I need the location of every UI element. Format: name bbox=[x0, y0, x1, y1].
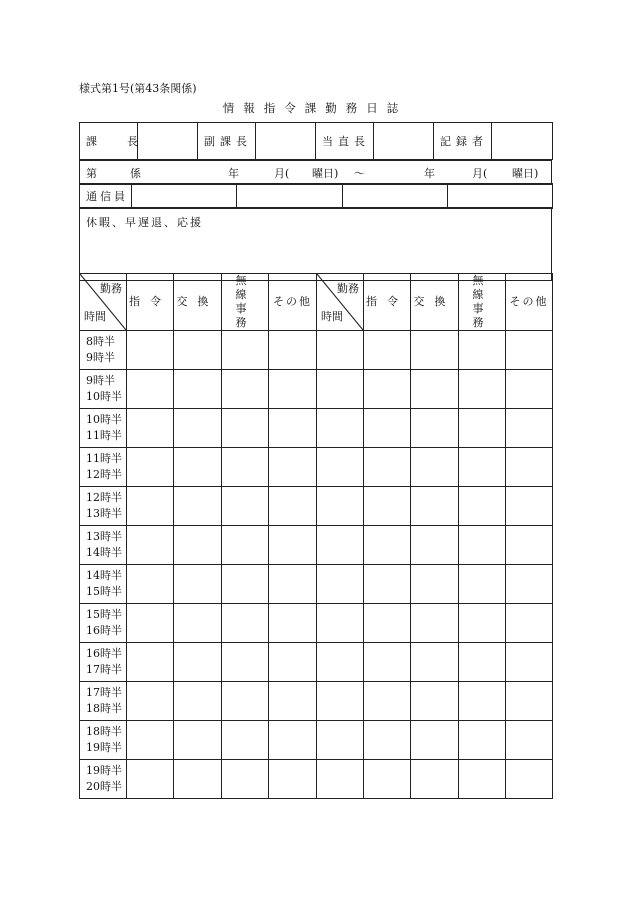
time-slot-end: 10時半 bbox=[86, 390, 122, 403]
log-entry-cell[interactable] bbox=[269, 448, 317, 487]
log-entry-cell[interactable] bbox=[269, 643, 317, 682]
log-entry-cell[interactable] bbox=[317, 526, 364, 565]
log-entry-cell[interactable] bbox=[174, 487, 222, 526]
log-entry-cell[interactable] bbox=[364, 526, 411, 565]
log-entry-cell[interactable] bbox=[364, 448, 411, 487]
log-entry-cell[interactable] bbox=[411, 526, 459, 565]
time-slot-cell bbox=[80, 565, 127, 604]
log-entry-cell[interactable] bbox=[127, 682, 174, 721]
log-entry-cell[interactable] bbox=[127, 487, 174, 526]
dai-label: 第 bbox=[86, 167, 97, 180]
log-entry-cell[interactable] bbox=[222, 448, 269, 487]
time-slot-end: 11時半 bbox=[86, 429, 122, 442]
log-entry-cell[interactable] bbox=[364, 760, 411, 799]
time-slot-start: 11時半 bbox=[86, 452, 122, 465]
column-header-left-2 bbox=[222, 274, 269, 331]
weekday-label-2: 曜日) bbox=[512, 167, 539, 180]
log-entry-cell[interactable] bbox=[411, 643, 459, 682]
column-header-label: 指令 bbox=[129, 295, 171, 308]
month-label-1: 月( bbox=[274, 167, 290, 180]
duty-header-label: 勤務 bbox=[100, 282, 122, 295]
leave-notes-field[interactable] bbox=[80, 208, 552, 281]
log-entry-cell[interactable] bbox=[506, 682, 553, 721]
time-slot-end: 19時半 bbox=[86, 741, 122, 754]
range-tilde: ～ bbox=[354, 167, 365, 180]
log-entry-cell[interactable] bbox=[459, 409, 506, 448]
log-row bbox=[80, 643, 553, 682]
log-entry-cell[interactable] bbox=[459, 331, 506, 370]
column-header-right-1 bbox=[411, 274, 459, 331]
duty-time-header-right bbox=[317, 274, 364, 331]
log-entry-cell[interactable] bbox=[127, 526, 174, 565]
log-entry-cell[interactable] bbox=[506, 643, 553, 682]
log-entry-cell[interactable] bbox=[269, 604, 317, 643]
log-entry-cell[interactable] bbox=[269, 565, 317, 604]
time-header-label: 時間 bbox=[84, 310, 106, 323]
operator-table bbox=[79, 183, 553, 209]
log-entry-cell[interactable] bbox=[127, 370, 174, 409]
log-entry-cell[interactable] bbox=[317, 370, 364, 409]
log-entry-cell[interactable] bbox=[459, 487, 506, 526]
log-entry-cell[interactable] bbox=[269, 682, 317, 721]
time-slot-cell bbox=[80, 682, 127, 721]
log-entry-cell[interactable] bbox=[459, 526, 506, 565]
log-entry-cell[interactable] bbox=[174, 643, 222, 682]
log-entry-cell[interactable] bbox=[411, 370, 459, 409]
time-slot-end: 18時半 bbox=[86, 702, 122, 715]
time-slot-start: 18時半 bbox=[86, 725, 122, 738]
column-header-label: 無線事務 bbox=[235, 274, 255, 329]
log-row bbox=[80, 526, 553, 565]
log-entry-cell[interactable] bbox=[317, 448, 364, 487]
log-entry-cell[interactable] bbox=[411, 448, 459, 487]
log-row bbox=[80, 721, 553, 760]
log-entry-cell[interactable] bbox=[222, 331, 269, 370]
log-entry-cell[interactable] bbox=[222, 409, 269, 448]
log-row bbox=[80, 409, 553, 448]
log-entry-cell[interactable] bbox=[506, 526, 553, 565]
time-slot-end: 9時半 bbox=[86, 351, 115, 364]
duty-chief-stamp[interactable] bbox=[374, 123, 434, 160]
time-slot-start: 9時半 bbox=[86, 374, 115, 387]
deputy-chief-label: 副課長 bbox=[198, 123, 256, 160]
column-header-label: 無線事務 bbox=[472, 274, 492, 329]
operator-field-4[interactable] bbox=[448, 184, 553, 209]
log-entry-cell[interactable] bbox=[411, 331, 459, 370]
time-slot-end: 20時半 bbox=[86, 780, 122, 793]
log-row bbox=[80, 760, 553, 799]
year-label-1: 年 bbox=[228, 167, 239, 180]
log-entry-cell[interactable] bbox=[411, 721, 459, 760]
log-entry-cell[interactable] bbox=[222, 487, 269, 526]
log-entry-cell[interactable] bbox=[459, 760, 506, 799]
log-entry-cell[interactable] bbox=[127, 409, 174, 448]
log-entry-cell[interactable] bbox=[459, 721, 506, 760]
month-label-2: 月( bbox=[472, 167, 488, 180]
log-entry-cell[interactable] bbox=[174, 604, 222, 643]
time-slot-end: 12時半 bbox=[86, 468, 122, 481]
leave-notes-table bbox=[79, 207, 552, 281]
time-slot-end: 13時半 bbox=[86, 507, 122, 520]
column-header-right-2 bbox=[459, 274, 506, 331]
time-slot-start: 10時半 bbox=[86, 413, 122, 426]
log-entry-cell[interactable] bbox=[506, 409, 553, 448]
recorder-label: 記録者 bbox=[434, 123, 492, 160]
log-entry-cell[interactable] bbox=[411, 604, 459, 643]
log-entry-cell[interactable] bbox=[174, 721, 222, 760]
operator-label: 通信員 bbox=[80, 184, 132, 209]
column-header-left-1 bbox=[174, 274, 222, 331]
time-slot-start: 19時半 bbox=[86, 764, 122, 777]
time-slot-cell bbox=[80, 331, 127, 370]
log-entry-cell[interactable] bbox=[364, 565, 411, 604]
log-entry-cell[interactable] bbox=[317, 487, 364, 526]
log-entry-cell[interactable] bbox=[364, 682, 411, 721]
column-header-right-0 bbox=[364, 274, 411, 331]
log-entry-cell[interactable] bbox=[317, 643, 364, 682]
log-entry-cell[interactable] bbox=[222, 604, 269, 643]
time-slot-end: 14時半 bbox=[86, 546, 122, 559]
log-row bbox=[80, 331, 553, 370]
log-entry-cell[interactable] bbox=[506, 487, 553, 526]
log-entry-cell[interactable] bbox=[506, 331, 553, 370]
time-slot-end: 15時半 bbox=[86, 585, 122, 598]
log-entry-cell[interactable] bbox=[364, 604, 411, 643]
log-entry-cell[interactable] bbox=[174, 565, 222, 604]
log-entry-cell[interactable] bbox=[506, 760, 553, 799]
log-entry-cell[interactable] bbox=[317, 760, 364, 799]
operator-field-3[interactable] bbox=[343, 184, 448, 209]
log-entry-cell[interactable] bbox=[269, 487, 317, 526]
log-entry-cell[interactable] bbox=[174, 448, 222, 487]
log-header-row bbox=[80, 274, 553, 331]
log-entry-cell[interactable] bbox=[174, 331, 222, 370]
log-entry-cell[interactable] bbox=[506, 604, 553, 643]
time-slot-start: 12時半 bbox=[86, 491, 122, 504]
log-entry-cell[interactable] bbox=[222, 760, 269, 799]
log-entry-cell[interactable] bbox=[127, 448, 174, 487]
log-entry-cell[interactable] bbox=[506, 370, 553, 409]
leave-notes-label: 休暇、早遅退、応援 bbox=[86, 216, 203, 229]
shift-date-row[interactable] bbox=[80, 161, 552, 185]
log-entry-cell[interactable] bbox=[269, 721, 317, 760]
log-entry-cell[interactable] bbox=[127, 331, 174, 370]
log-row bbox=[80, 487, 553, 526]
approval-table bbox=[79, 122, 553, 160]
log-entry-cell[interactable] bbox=[127, 565, 174, 604]
log-entry-cell[interactable] bbox=[364, 331, 411, 370]
time-slot-start: 13時半 bbox=[86, 530, 122, 543]
log-entry-cell[interactable] bbox=[364, 721, 411, 760]
section-chief-label: 課長 bbox=[80, 123, 138, 160]
log-entry-cell[interactable] bbox=[411, 409, 459, 448]
log-entry-cell[interactable] bbox=[364, 487, 411, 526]
log-entry-cell[interactable] bbox=[269, 370, 317, 409]
time-slot-start: 16時半 bbox=[86, 647, 122, 660]
column-header-left-3 bbox=[269, 274, 317, 331]
log-entry-cell[interactable] bbox=[269, 760, 317, 799]
log-entry-cell[interactable] bbox=[269, 526, 317, 565]
time-header-label: 時間 bbox=[321, 310, 343, 323]
time-slot-cell bbox=[80, 370, 127, 409]
log-entry-cell[interactable] bbox=[222, 721, 269, 760]
time-slot-cell bbox=[80, 487, 127, 526]
log-entry-cell[interactable] bbox=[174, 409, 222, 448]
form-number-label: 様式第1号(第43条関係) bbox=[79, 82, 197, 95]
log-entry-cell[interactable] bbox=[222, 565, 269, 604]
log-entry-cell[interactable] bbox=[174, 526, 222, 565]
log-entry-cell[interactable] bbox=[222, 526, 269, 565]
time-slot-cell bbox=[80, 448, 127, 487]
log-entry-cell[interactable] bbox=[411, 760, 459, 799]
log-entry-cell[interactable] bbox=[222, 643, 269, 682]
log-entry-cell[interactable] bbox=[459, 643, 506, 682]
log-entry-cell[interactable] bbox=[411, 565, 459, 604]
time-slot-cell bbox=[80, 721, 127, 760]
duty-time-header-left bbox=[80, 274, 127, 331]
recorder-stamp[interactable] bbox=[492, 123, 553, 160]
log-entry-cell[interactable] bbox=[127, 760, 174, 799]
duty-header-label: 勤務 bbox=[337, 282, 359, 295]
log-entry-cell[interactable] bbox=[506, 448, 553, 487]
log-row bbox=[80, 682, 553, 721]
log-entry-cell[interactable] bbox=[317, 721, 364, 760]
log-entry-cell[interactable] bbox=[364, 643, 411, 682]
time-slot-cell bbox=[80, 604, 127, 643]
operator-field-2[interactable] bbox=[237, 184, 343, 209]
log-entry-cell[interactable] bbox=[459, 565, 506, 604]
log-entry-cell[interactable] bbox=[459, 448, 506, 487]
time-slot-start: 15時半 bbox=[86, 608, 122, 621]
time-slot-end: 17時半 bbox=[86, 663, 122, 676]
operator-field-1[interactable] bbox=[132, 184, 237, 209]
log-entry-cell[interactable] bbox=[174, 682, 222, 721]
time-slot-start: 8時半 bbox=[86, 335, 115, 348]
deputy-chief-stamp[interactable] bbox=[256, 123, 316, 160]
time-slot-cell bbox=[80, 526, 127, 565]
log-row bbox=[80, 370, 553, 409]
log-entry-cell[interactable] bbox=[317, 565, 364, 604]
log-entry-cell[interactable] bbox=[269, 409, 317, 448]
duty-chief-label: 当直長 bbox=[316, 123, 374, 160]
column-header-right-3 bbox=[506, 274, 553, 331]
log-row bbox=[80, 604, 553, 643]
log-entry-cell[interactable] bbox=[317, 409, 364, 448]
shift-date-table bbox=[79, 160, 552, 185]
log-entry-cell[interactable] bbox=[174, 760, 222, 799]
log-entry-cell[interactable] bbox=[506, 565, 553, 604]
column-header-label: 交換 bbox=[176, 295, 219, 308]
time-slot-cell bbox=[80, 760, 127, 799]
log-entry-cell[interactable] bbox=[317, 604, 364, 643]
log-entry-cell[interactable] bbox=[317, 682, 364, 721]
log-entry-cell[interactable] bbox=[459, 682, 506, 721]
log-entry-cell[interactable] bbox=[222, 370, 269, 409]
log-entry-cell[interactable] bbox=[317, 331, 364, 370]
log-entry-cell[interactable] bbox=[127, 604, 174, 643]
log-entry-cell[interactable] bbox=[127, 721, 174, 760]
column-header-label: 指令 bbox=[366, 295, 408, 308]
weekday-label-1: 曜日) bbox=[312, 167, 339, 180]
column-header-label: その他 bbox=[273, 295, 312, 308]
log-entry-cell[interactable] bbox=[364, 370, 411, 409]
log-entry-cell[interactable] bbox=[222, 682, 269, 721]
year-label-2: 年 bbox=[424, 167, 435, 180]
column-header-label: 交換 bbox=[413, 295, 456, 308]
log-entry-cell[interactable] bbox=[127, 643, 174, 682]
log-row bbox=[80, 448, 553, 487]
time-slot-end: 16時半 bbox=[86, 624, 122, 637]
document-title: 情報指令課勤務日誌 bbox=[222, 101, 408, 115]
log-row bbox=[80, 565, 553, 604]
time-slot-start: 17時半 bbox=[86, 686, 122, 699]
log-entry-cell[interactable] bbox=[459, 604, 506, 643]
log-entry-cell[interactable] bbox=[411, 487, 459, 526]
log-entry-cell[interactable] bbox=[174, 370, 222, 409]
log-entry-cell[interactable] bbox=[506, 721, 553, 760]
time-slot-cell bbox=[80, 409, 127, 448]
log-entry-cell[interactable] bbox=[269, 331, 317, 370]
column-header-left-0 bbox=[127, 274, 174, 331]
hourly-log-table bbox=[79, 273, 553, 799]
log-entry-cell[interactable] bbox=[364, 409, 411, 448]
log-entry-cell[interactable] bbox=[459, 370, 506, 409]
kakari-label: 係 bbox=[130, 167, 141, 180]
time-slot-cell bbox=[80, 643, 127, 682]
time-slot-start: 14時半 bbox=[86, 569, 122, 582]
column-header-label: その他 bbox=[509, 295, 549, 308]
log-entry-cell[interactable] bbox=[411, 682, 459, 721]
